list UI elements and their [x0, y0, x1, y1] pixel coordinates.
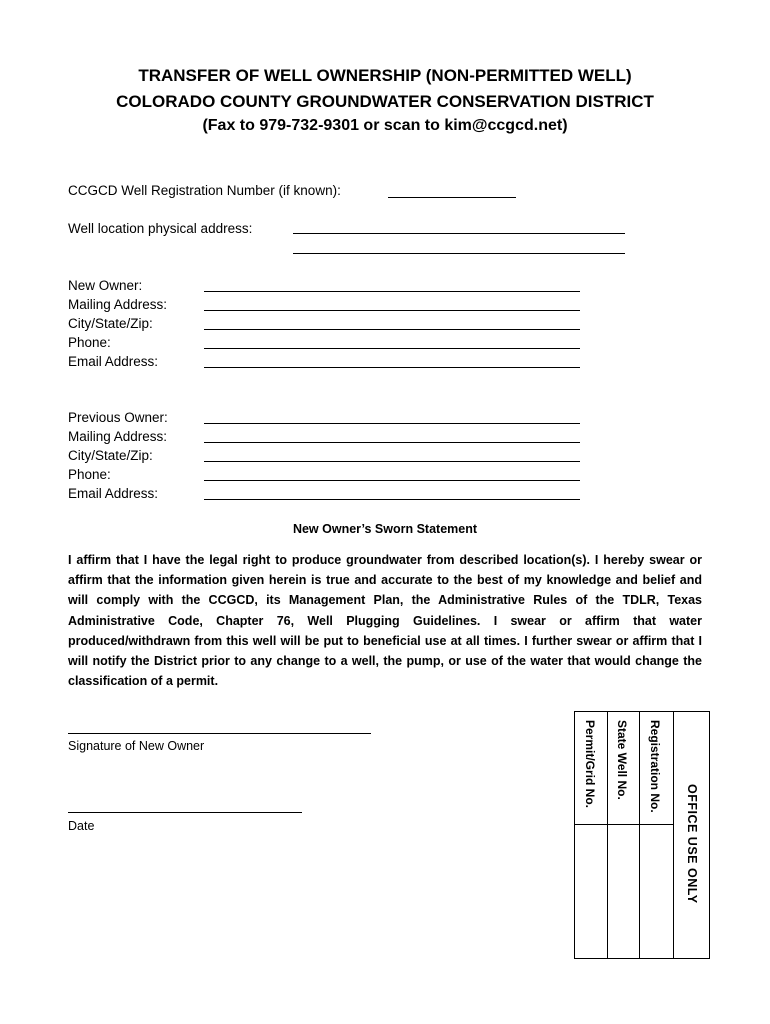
new-owner-city-field[interactable]: [204, 329, 580, 330]
new-owner-field[interactable]: [204, 291, 580, 292]
sworn-statement-body: I affirm that I have the legal right to produce groundwater from described location(s). I hereby swear or affirm that the information given herein is true and accurate to the best of my knowledge and belief and will comply with the CCGCD, its Management Plan, the Administrative Rules of the TDLR, Texas Administrative Code, Chapter 76, Well Plugging Guidelines. I swear or affirm that water produced/withdrawn from this well will be put to beneficial use at all times. I further swear or affirm that I will notify the District prior to any change to a well, the pump, or use of the water that would change the classification of a permit.: [68, 553, 702, 689]
new-owner-email-field[interactable]: [204, 367, 580, 368]
signature-field[interactable]: [68, 733, 371, 734]
registration-label: Registration No.: [648, 720, 662, 813]
previous-owner-email-field[interactable]: [204, 499, 580, 500]
previous-owner-mailing-field[interactable]: [204, 442, 580, 443]
registration-number-field[interactable]: [388, 197, 516, 198]
physical-address-label: Well location physical address:: [68, 221, 253, 236]
permit-grid-entry[interactable]: [575, 824, 607, 958]
registration-entry[interactable]: [639, 824, 673, 958]
new-owner-phone-label: Phone:: [68, 335, 111, 350]
new-owner-phone-field[interactable]: [204, 348, 580, 349]
state-well-entry[interactable]: [607, 824, 639, 958]
previous-owner-label: Previous Owner:: [68, 410, 168, 425]
new-owner-mailing-label: Mailing Address:: [68, 297, 168, 312]
previous-owner-email-label: Email Address:: [68, 486, 159, 501]
district-name: COLORADO COUNTY GROUNDWATER CONSERVATION DISTRICT: [116, 92, 654, 111]
previous-owner-city-label: City/State/Zip:: [68, 448, 153, 463]
physical-address-field-1[interactable]: [293, 233, 625, 234]
previous-owner-phone-label: Phone:: [68, 467, 111, 482]
previous-owner-mailing-label: Mailing Address:: [68, 429, 168, 444]
previous-owner-phone-field[interactable]: [204, 480, 580, 481]
sworn-statement-title: New Owner’s Sworn Statement: [292, 522, 478, 536]
form-title: TRANSFER OF WELL OWNERSHIP (NON-PERMITTED WELL): [138, 66, 632, 85]
previous-owner-field[interactable]: [204, 423, 580, 424]
office-use-heading: OFFICE USE ONLY: [685, 784, 699, 904]
date-field[interactable]: [68, 812, 302, 813]
new-owner-label: New Owner:: [68, 278, 143, 293]
permit-grid-label: Permit/Grid No.: [583, 720, 597, 809]
office-use-box: [574, 711, 710, 959]
new-owner-mailing-field[interactable]: [204, 310, 580, 311]
submission-instructions: (Fax to 979-732-9301 or scan to kim@ccgcd.net): [202, 117, 568, 134]
new-owner-email-label: Email Address:: [68, 354, 159, 369]
signature-label: Signature of New Owner: [68, 739, 205, 753]
state-well-label: State Well No.: [615, 720, 629, 800]
registration-number-label: CCGCD Well Registration Number (if known):: [68, 183, 341, 198]
physical-address-field-2[interactable]: [293, 253, 625, 254]
new-owner-city-label: City/State/Zip:: [68, 316, 153, 331]
previous-owner-city-field[interactable]: [204, 461, 580, 462]
date-label: Date: [68, 819, 95, 833]
